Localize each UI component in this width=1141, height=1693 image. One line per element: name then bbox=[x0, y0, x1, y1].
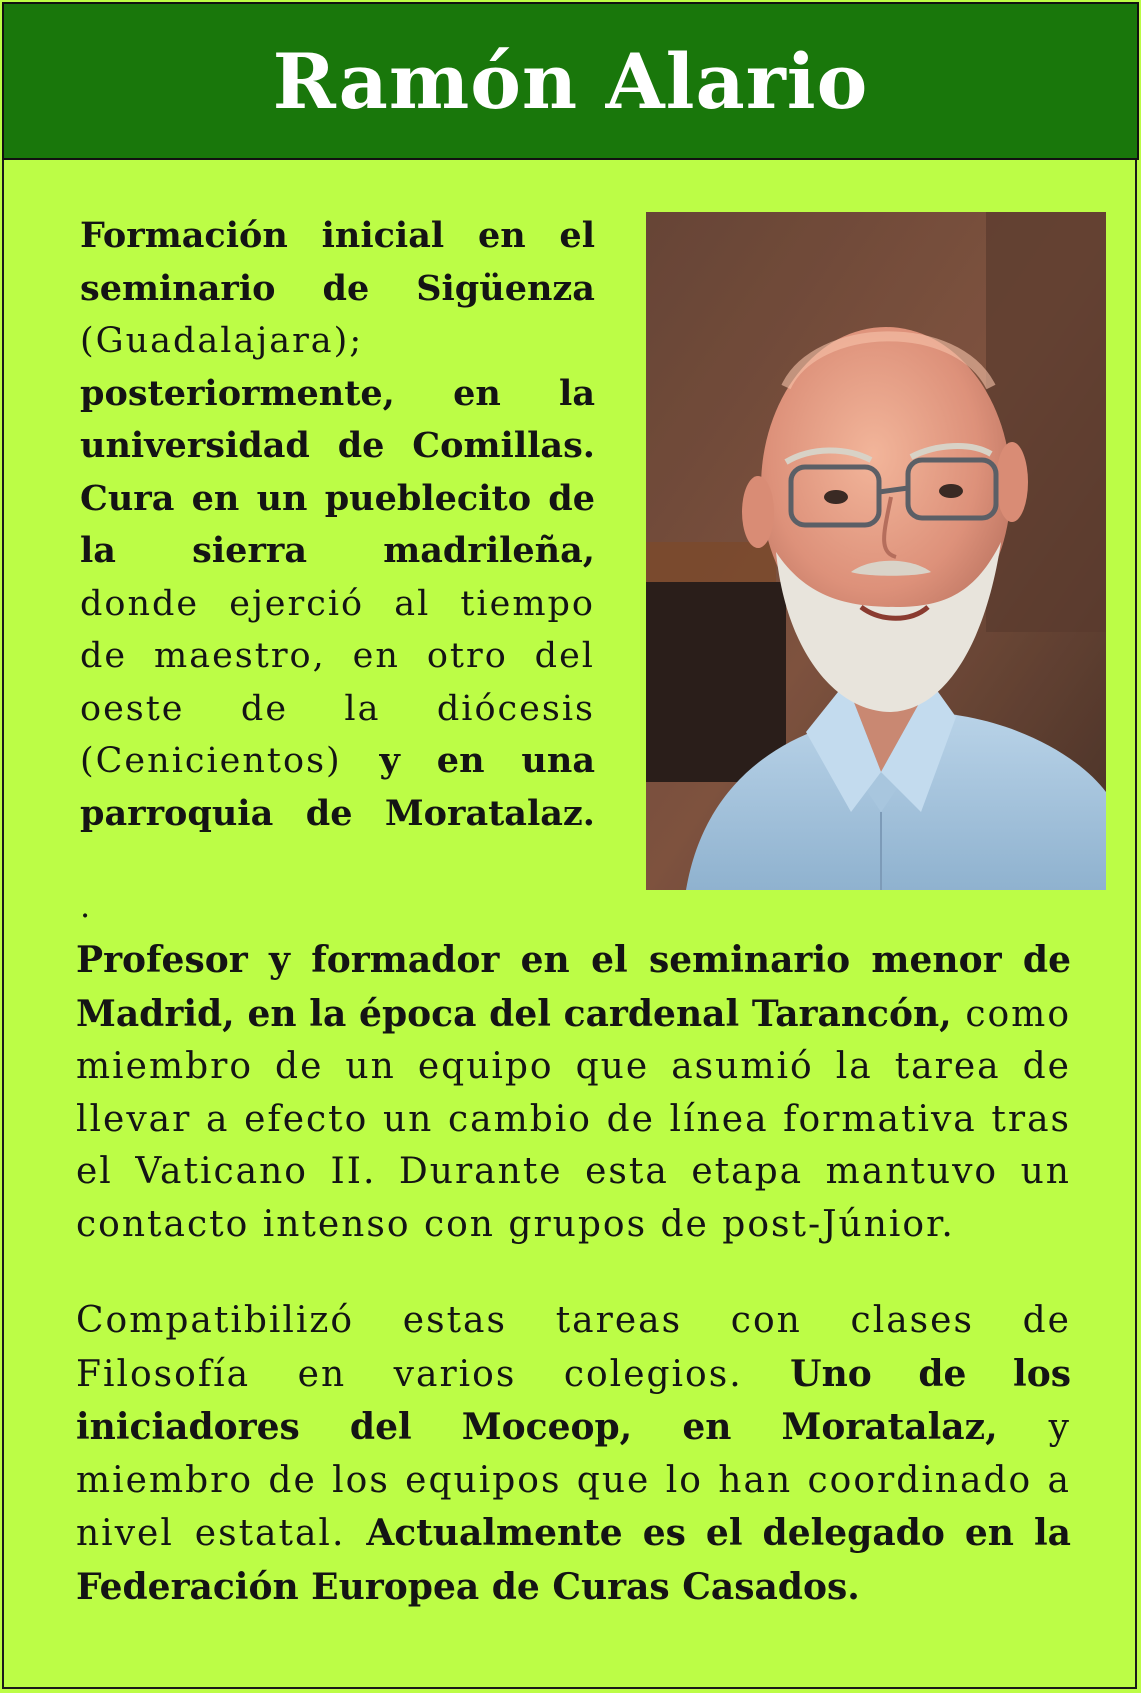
portrait-illustration bbox=[646, 212, 1106, 890]
text-regular: (Guadalajara); bbox=[80, 321, 364, 361]
text-bold: posteriormente, en la universidad de Comillas. Cura en un pueblecito de la sierra madrileña, bbox=[80, 372, 595, 571]
text-regular: donde ejerció al tiempo de maestro, en otro del oeste de la diócesis (Cenicientos) bbox=[80, 583, 595, 781]
page-title: Ramón Alario bbox=[272, 36, 869, 126]
text-bold: Profesor y formador en el seminario menor de Madrid, en la época del cardenal Tarancón, bbox=[76, 939, 1071, 1035]
text-bold: Uno de los iniciadores del Moceop, en Moratalaz, bbox=[76, 1352, 1071, 1448]
text-regular: y miembro de los equipos que lo han coordinado a nivel estatal. bbox=[76, 1407, 1072, 1554]
paragraph-moceop bbox=[76, 1295, 1071, 1614]
portrait-photo bbox=[646, 212, 1106, 890]
text-regular: Compatibilizó estas tareas con clases de Filosofía en varios colegios. bbox=[76, 1300, 1071, 1395]
text-bold: y en una parroquia de Moratalaz. bbox=[80, 740, 595, 834]
stray-dot: . bbox=[80, 887, 91, 925]
paragraph-seminary bbox=[76, 934, 1071, 1251]
text-bold: Actualmente es el delegado en la Federación Europea de Curas Casados. bbox=[76, 1512, 1071, 1608]
text-bold: Formación inicial en el seminario de Sigüenza bbox=[80, 215, 595, 309]
paragraph-education bbox=[80, 210, 595, 840]
text-regular: como miembro de un equipo que asumió la tarea de llevar a efecto un cambio de línea formativa tras el Vaticano II. Durante esta etapa mantuvo un contacto intenso con grupos de post-Júnior. bbox=[76, 993, 1071, 1245]
title-banner bbox=[2, 2, 1139, 160]
